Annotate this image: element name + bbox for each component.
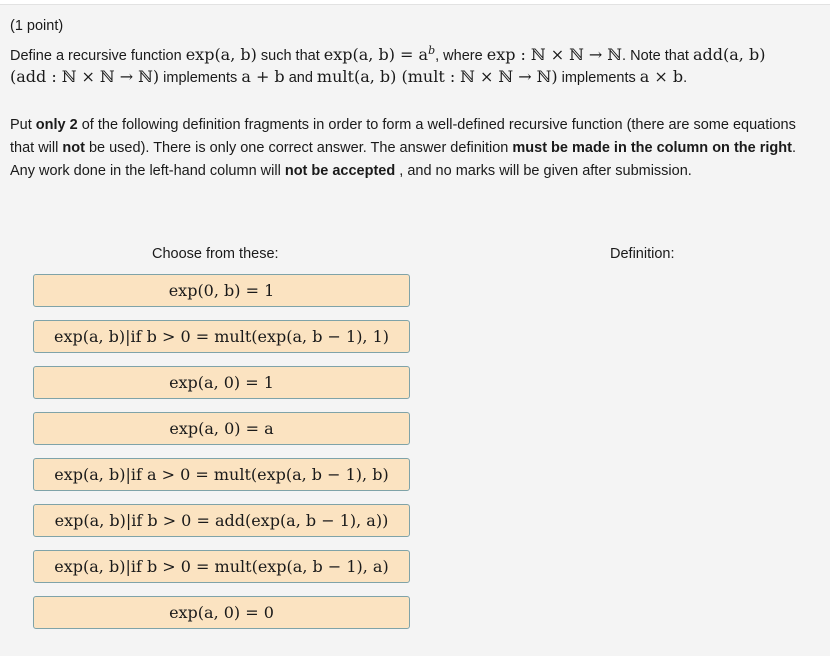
text: , and no marks will be given after submission.	[395, 163, 692, 179]
math-superscript: b	[428, 44, 436, 57]
question-line-1	[10, 44, 765, 64]
text: Put	[10, 117, 36, 133]
text: Define a recursive function	[10, 47, 186, 64]
fragment-6[interactable]: exp(a, b)|if b > 0 = add(exp(a, b − 1), a))	[33, 504, 410, 537]
points-label: (1 point)	[10, 18, 64, 34]
question-panel	[0, 4, 830, 656]
text: such that	[256, 47, 324, 64]
math: (add : ℕ × ℕ → ℕ)	[10, 67, 160, 86]
math: mult(a, b)	[316, 67, 397, 86]
emphasis: must be made in the column on the right	[512, 140, 792, 156]
fragment-7[interactable]: exp(a, b)|if b > 0 = mult(exp(a, b − 1), a)	[33, 550, 410, 583]
instructions	[10, 114, 820, 183]
emphasis: not	[62, 140, 85, 156]
text: of the following definition fragments in order to form a well-defined recursive function (there are some equations that will	[10, 117, 796, 156]
text: . Note that	[622, 47, 693, 64]
fragment-2[interactable]: exp(a, b)|if b > 0 = mult(exp(a, b − 1), 1)	[33, 320, 410, 353]
text: and	[284, 70, 317, 86]
emphasis: not be accepted	[284, 163, 396, 179]
math: add(a, b)	[692, 44, 766, 64]
math: (mult : ℕ × ℕ → ℕ)	[396, 67, 558, 86]
math: exp : ℕ × ℕ → ℕ	[486, 44, 623, 64]
text: be used). There is only one correct answer. The answer definition	[84, 140, 513, 156]
fragment-4[interactable]: exp(a, 0) = a	[33, 412, 410, 445]
text: . Any work done in the left-hand column will	[10, 140, 796, 179]
definition-drop-zone[interactable]	[430, 273, 810, 643]
math: a × b	[639, 67, 684, 86]
definition-column-header: Definition:	[610, 246, 675, 262]
math: exp(a, b) = a	[323, 44, 429, 64]
fragment-3[interactable]: exp(a, 0) = 1	[33, 366, 410, 399]
text: , where	[435, 47, 487, 64]
choose-column-header: Choose from these:	[152, 246, 279, 262]
fragment-5[interactable]: exp(a, b)|if a > 0 = mult(exp(a, b − 1), b)	[33, 458, 410, 491]
text: implements	[159, 70, 242, 86]
emphasis: only 2	[35, 117, 78, 133]
fragment-8[interactable]: exp(a, 0) = 0	[33, 596, 410, 629]
question-line-2	[10, 67, 687, 86]
text: .	[683, 70, 688, 86]
text: implements	[557, 70, 640, 86]
fragment-1[interactable]: exp(0, b) = 1	[33, 274, 410, 307]
math: exp(a, b)	[185, 44, 257, 64]
math: a + b	[241, 67, 285, 86]
